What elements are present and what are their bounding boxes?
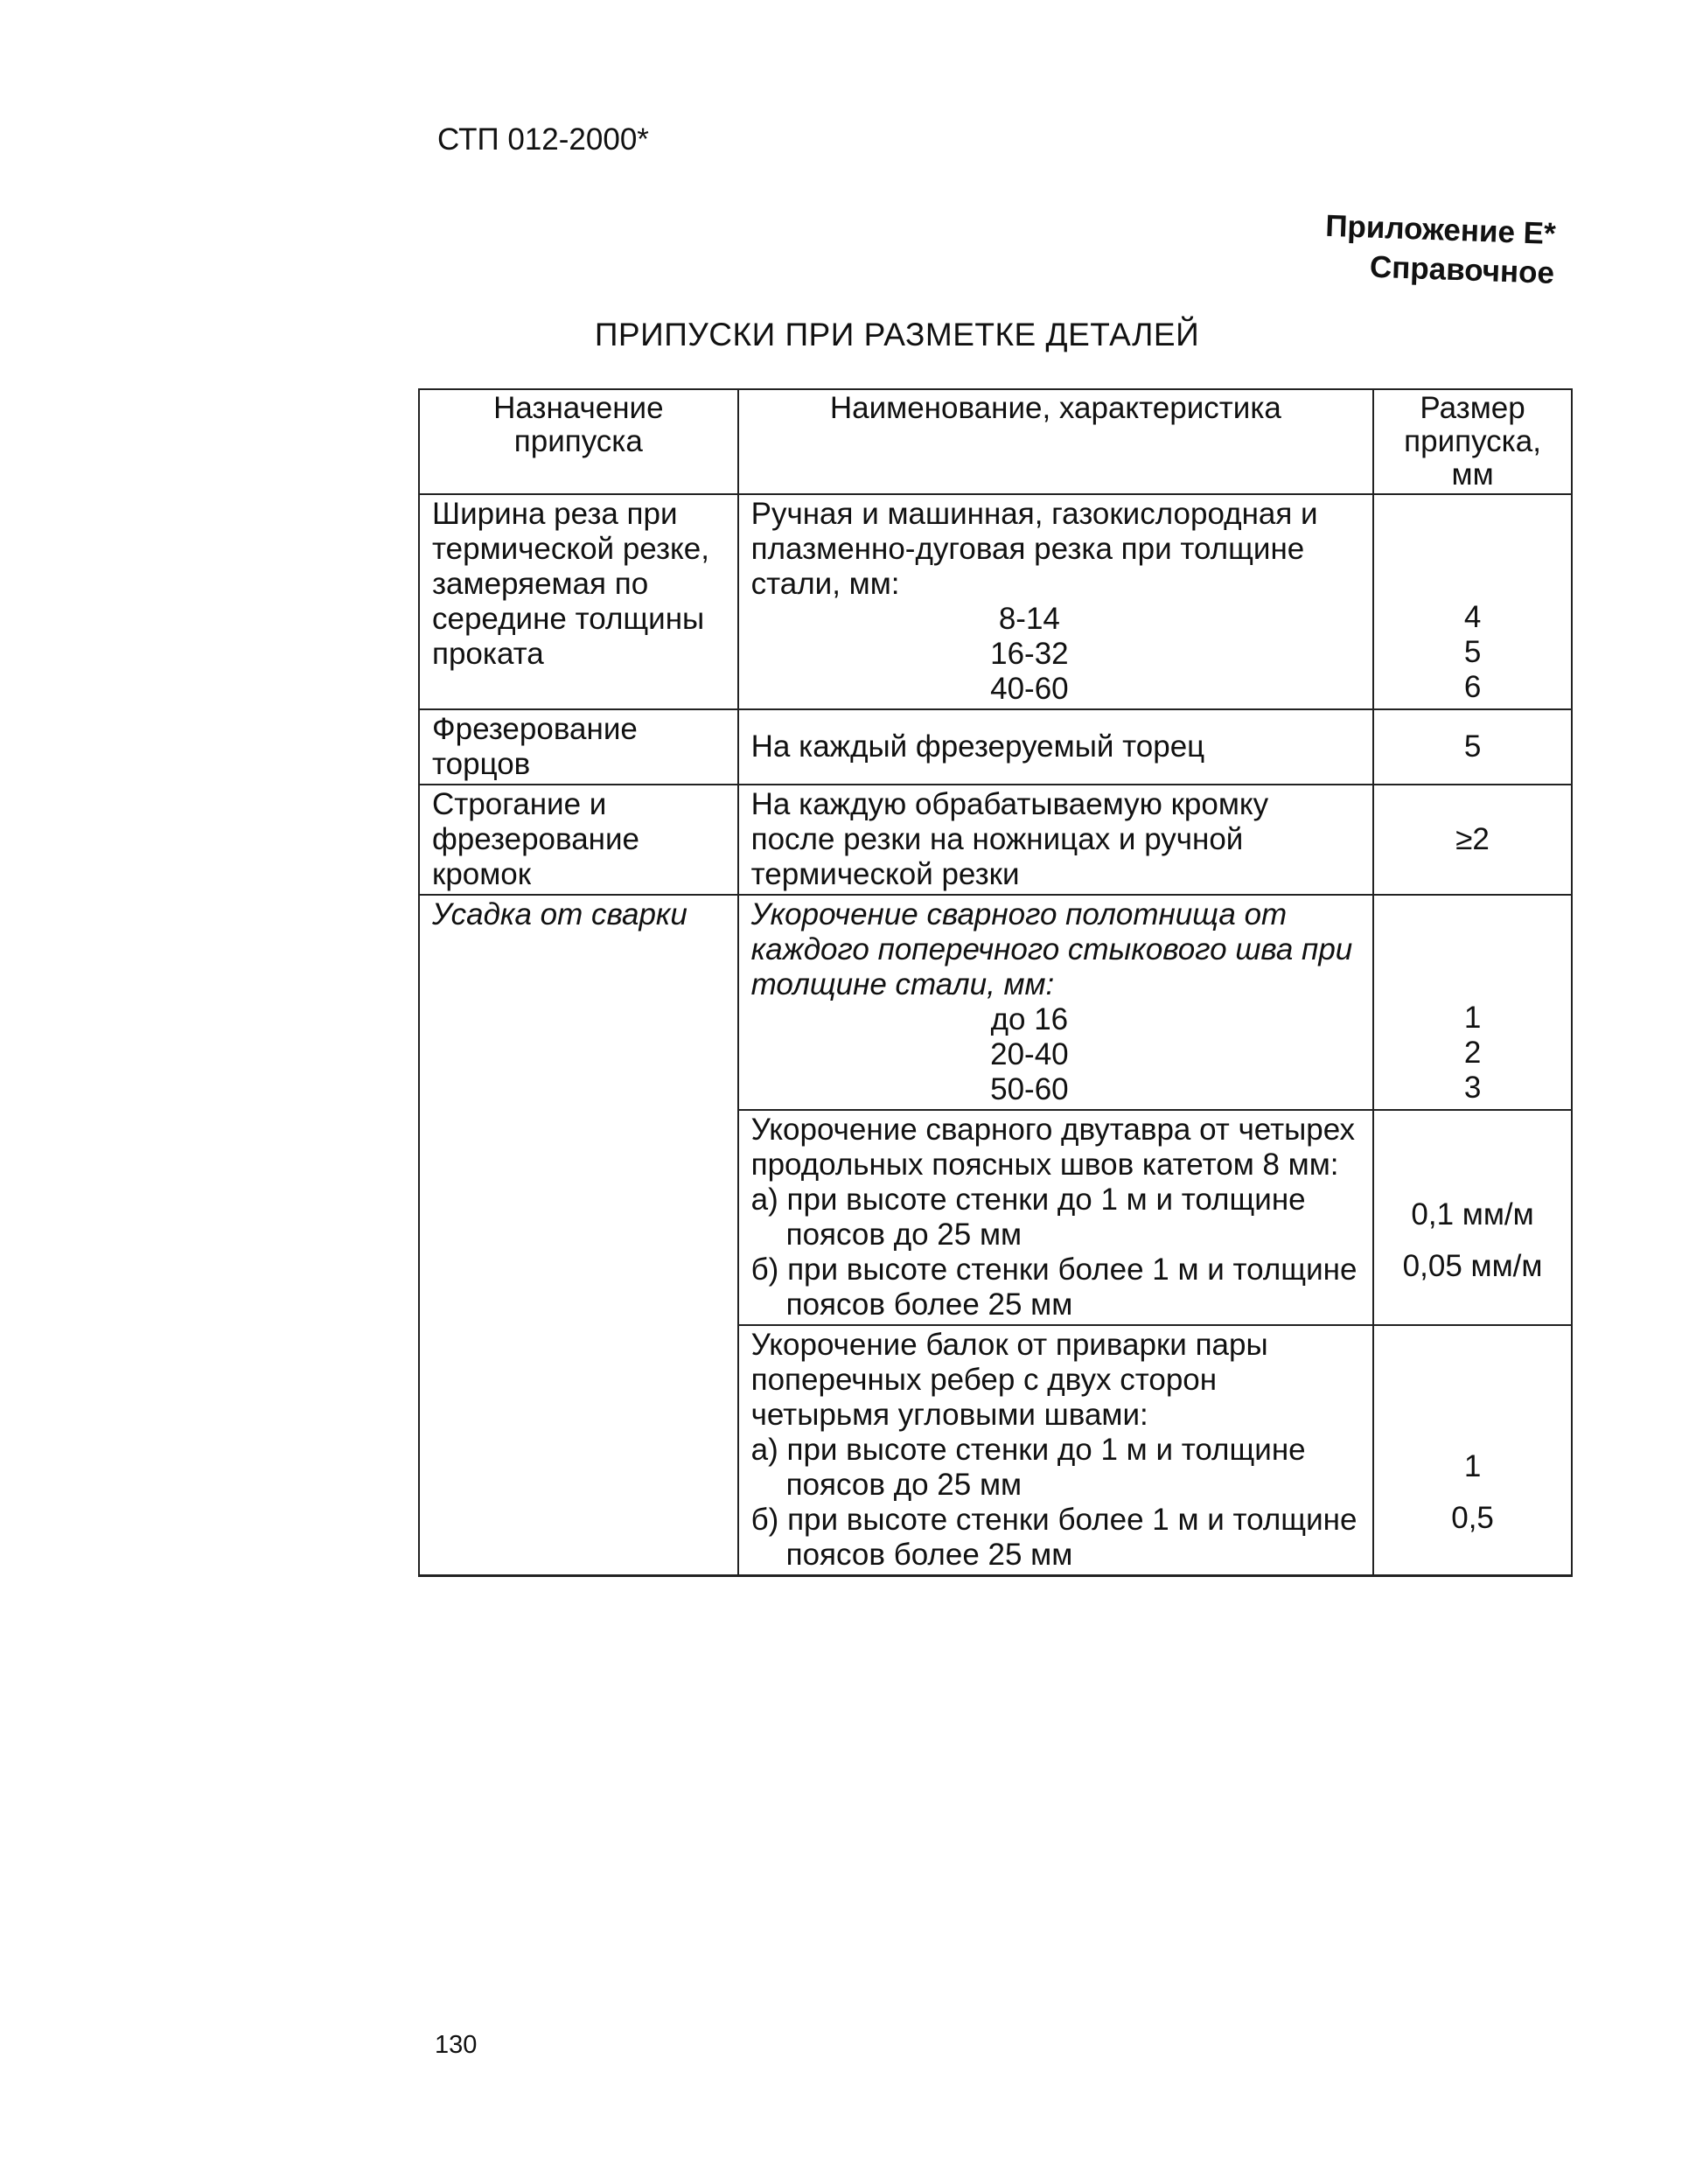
size-value: 4 bbox=[1463, 600, 1482, 634]
page-title: ПРИПУСКИ ПРИ РАЗМЕТКЕ ДЕТАЛЕЙ bbox=[594, 317, 1200, 352]
row-description bbox=[738, 494, 1373, 709]
table-header-row bbox=[419, 389, 1572, 494]
row-description: На каждый фрезеруемый торец bbox=[738, 709, 1373, 785]
header-purpose: Назначение припуска bbox=[419, 389, 738, 494]
table-row bbox=[419, 785, 1572, 895]
document-code: СТП 012-2000* bbox=[437, 122, 649, 157]
header-size: Размер припуска, мм bbox=[1373, 389, 1572, 494]
size-value: 6 bbox=[1463, 670, 1482, 704]
table-row bbox=[419, 895, 1572, 1110]
thickness-range: до 16 bbox=[990, 1002, 1069, 1036]
thickness-range: 40-60 bbox=[990, 672, 1069, 706]
list-item: б) при высоте стенки более 1 м и толщине поясов более 25 мм bbox=[750, 1503, 1357, 1572]
allowances-table bbox=[418, 388, 1573, 1577]
size-value: 0,1 мм/м bbox=[1411, 1197, 1534, 1232]
row-size bbox=[1373, 494, 1572, 709]
row-purpose: Фрезерование торцов bbox=[419, 709, 738, 785]
description-text: Ручная и машинная, газокислородная и плазменно-дуговая резка при толщине стали, мм: bbox=[750, 497, 1318, 601]
description-text: Укорочение сварного двутавра от четырех продольных поясных швов катетом 8 мм: bbox=[750, 1113, 1355, 1182]
list-item: а) при высоте стенки до 1 м и толщине поясов до 25 мм bbox=[750, 1433, 1306, 1502]
thickness-range: 8-14 bbox=[998, 602, 1060, 636]
row-description: На каждую обрабатываемую кромку после резки на ножницах и ручной термической резки bbox=[738, 785, 1373, 895]
row-size bbox=[1373, 895, 1572, 1110]
row-purpose: Ширина реза при термической резке, замеряемая по середине толщины проката bbox=[419, 494, 738, 709]
row-size: 5 bbox=[1373, 709, 1572, 785]
appendix-type: Справочное bbox=[1368, 249, 1555, 290]
row-purpose: Усадка от сварки bbox=[419, 895, 738, 1576]
description-text: Укорочение балок от приварки пары поперечных ребер с двух сторон четырьмя угловыми швами: bbox=[750, 1328, 1268, 1432]
size-value: 0,5 bbox=[1451, 1501, 1494, 1535]
thickness-range: 16-32 bbox=[990, 637, 1069, 671]
description-text: Укорочение сварного полотнища от каждого поперечного стыкового шва при толщине стали, мм: bbox=[750, 897, 1353, 1001]
row-size bbox=[1373, 1110, 1572, 1325]
size-value: 0,05 мм/м bbox=[1402, 1249, 1543, 1283]
row-description bbox=[738, 1110, 1373, 1325]
size-value: 1 bbox=[1463, 1001, 1482, 1035]
appendix-label bbox=[1323, 206, 1556, 293]
row-size bbox=[1373, 1325, 1572, 1576]
row-purpose: Строгание и фрезерование кромок bbox=[419, 785, 738, 895]
table-row bbox=[419, 494, 1572, 709]
list-item: а) при высоте стенки до 1 м и толщине поясов до 25 мм bbox=[750, 1183, 1306, 1252]
row-size: ≥2 bbox=[1373, 785, 1572, 895]
size-value: 2 bbox=[1463, 1036, 1482, 1070]
header-description: Наименование, характеристика bbox=[738, 389, 1373, 494]
size-value: 3 bbox=[1463, 1071, 1482, 1105]
page-number: 130 bbox=[435, 2031, 478, 2059]
row-description bbox=[738, 895, 1373, 1110]
row-description bbox=[738, 1325, 1373, 1576]
size-value: 1 bbox=[1463, 1449, 1482, 1483]
table-row bbox=[419, 709, 1572, 785]
appendix-title: Приложение Е* bbox=[1324, 208, 1556, 251]
thickness-range: 50-60 bbox=[990, 1072, 1069, 1106]
list-item: б) при высоте стенки более 1 м и толщине поясов более 25 мм bbox=[750, 1252, 1357, 1322]
thickness-range: 20-40 bbox=[990, 1037, 1069, 1071]
size-value: 5 bbox=[1463, 635, 1482, 669]
